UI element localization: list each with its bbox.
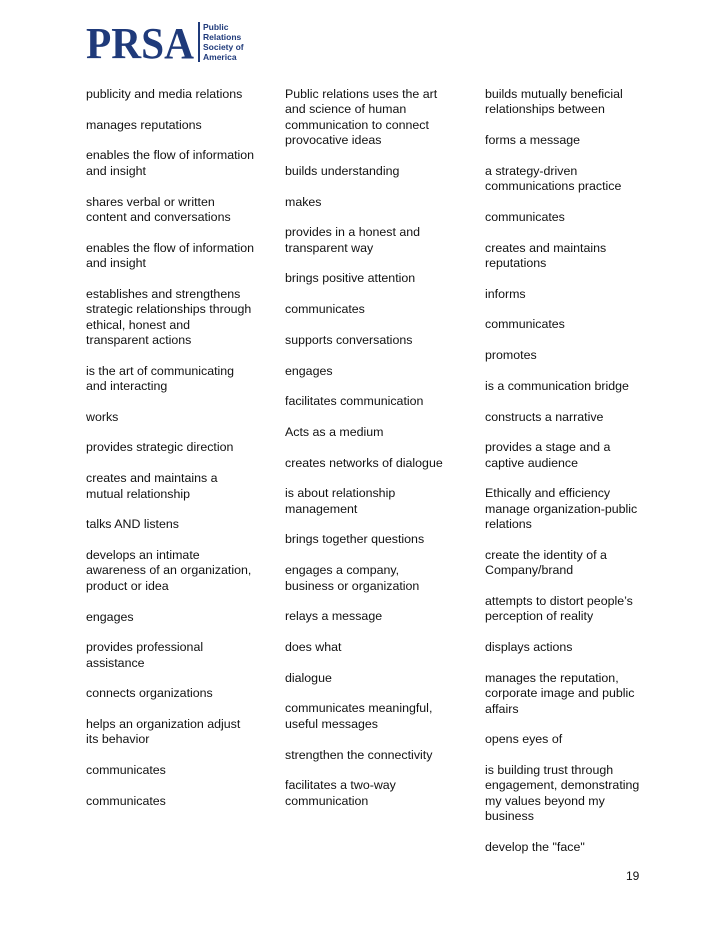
list-item: create the identity of a Company/brand (485, 547, 607, 578)
list-item: creates networks of dialogue (285, 455, 443, 470)
list-item: communicates (285, 302, 365, 317)
list-item: helps an organization adjust its behavior (86, 717, 241, 747)
list-item: establishes and strengthens strategic relationships through ethical, honest and transparent actions (86, 286, 252, 347)
column-3 (485, 87, 650, 871)
list-item: creates and maintains a mutual relationship (86, 471, 218, 501)
list-item: is the art of communicating and interacting (86, 363, 235, 394)
list-item: facilitates a two-way communication (285, 778, 396, 808)
logo-tagline-3: Society of (203, 42, 244, 52)
list-item: forms a message (485, 133, 581, 148)
list-item: provides a stage and a captive audience (485, 440, 611, 470)
logo-tagline-4: America (203, 52, 237, 62)
list-item: connects organizations (86, 686, 213, 701)
list-item: manages the reputation, corporate image and public affairs (485, 670, 635, 716)
logo-tagline-1: Public (203, 22, 229, 32)
list-item: communicates (485, 317, 565, 332)
list-item: constructs a narrative (485, 409, 604, 424)
prsa-logo-graphic (86, 18, 256, 72)
list-item: manages reputations (86, 117, 202, 132)
list-item: engages (86, 609, 134, 624)
list-item: provides strategic direction (86, 440, 234, 455)
logo-tagline-2: Relations (203, 32, 242, 42)
list-item: strengthen the connectivity (285, 747, 433, 762)
list-item: Acts as a medium (285, 424, 384, 439)
list-item: attempts to distort people’s perception of reality (485, 593, 633, 624)
list-item: works (86, 409, 119, 424)
list-item: develops an intimate awareness of an organization, product or idea (86, 547, 252, 593)
list-item: talks AND listens (86, 517, 179, 532)
column-2 (285, 87, 450, 824)
list-item: develop the "face" (485, 839, 585, 854)
list-item: informs (485, 286, 526, 301)
list-item: engages a company, business or organization (285, 563, 420, 593)
list-item: is a communication bridge (485, 378, 629, 393)
list-item: enables the flow of information and insight (86, 240, 255, 271)
prsa-logo (86, 18, 256, 72)
logo-text: PRSA (86, 19, 195, 68)
list-item: is about relationship management (285, 486, 396, 516)
page-number: 19 (626, 869, 640, 883)
list-item: brings positive attention (285, 271, 416, 286)
list-item: relays a message (285, 609, 383, 624)
list-item: promotes (485, 348, 537, 363)
list-item: provides professional assistance (86, 640, 204, 670)
list-item: enables the flow of information and insight (86, 148, 255, 178)
list-item: Public relations uses the art and science of human communication to connect provocative ideas (285, 87, 438, 148)
list-item: creates and maintains reputations (485, 240, 607, 271)
list-item: brings together questions (285, 532, 425, 547)
list-item: provides in a honest and transparent way (285, 225, 421, 255)
list-item: is building trust through engagement, demonstrating my values beyond my business (485, 763, 640, 824)
list-item: makes (285, 194, 322, 209)
list-item: builds understanding (285, 163, 400, 178)
list-item: does what (285, 639, 342, 654)
list-item: communicates (86, 763, 166, 778)
list-item: facilitates communication (285, 394, 424, 409)
list-item: supports conversations (285, 332, 413, 347)
list-item: builds mutually beneficial relationships between (485, 87, 623, 117)
list-item: opens eyes of (485, 732, 563, 747)
list-item: Ethically and efficiency manage organization-public relations (485, 486, 638, 532)
list-item: communicates meaningful, useful messages (285, 701, 433, 731)
list-item: communicates (485, 209, 565, 224)
list-item: communicates (86, 793, 166, 808)
list-item: a strategy-driven communications practice (485, 163, 622, 194)
list-item: engages (285, 363, 333, 378)
list-item: displays actions (485, 640, 573, 655)
list-item: dialogue (285, 670, 332, 685)
list-item: publicity and media relations (86, 87, 243, 101)
list-item: shares verbal or written content and conversations (86, 194, 231, 224)
column-1 (86, 87, 256, 825)
